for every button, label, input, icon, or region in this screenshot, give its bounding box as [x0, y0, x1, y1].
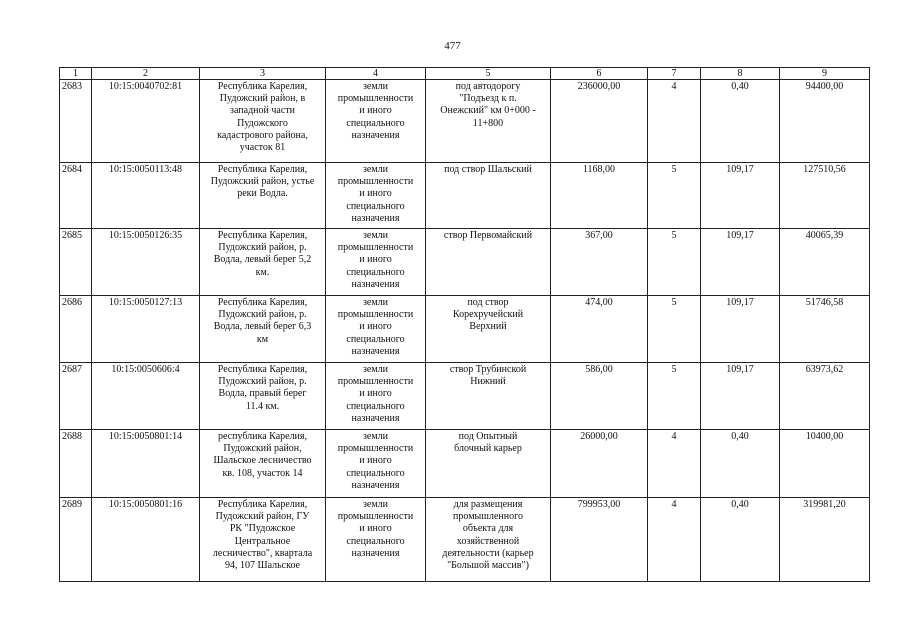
location-cell [200, 163, 326, 229]
amount-cell: 319981,20 [780, 498, 870, 582]
area-cell: 799953,00 [551, 498, 648, 582]
cadastral-number-cell: 10:15:0050606:4 [92, 363, 200, 430]
header-cell: 7 [648, 68, 701, 80]
purpose-text: для размещения промышленного объекта для хозяйственной деятельности (карьер "Большой массив") [442, 499, 534, 572]
purpose-text: створ Трубинской Нижний [449, 364, 527, 388]
column-7-cell: 5 [648, 296, 701, 363]
column-7-cell: 5 [648, 229, 701, 296]
cadastral-number-cell: 10:15:0050126:35 [92, 229, 200, 296]
land-category-cell [326, 296, 426, 363]
location-text: Республика Карелия, Пудожский район, ГУ РК "Пудожское Центральное лесничество", квартала 94, 107 Шальское [212, 499, 313, 572]
land-category-cell [326, 498, 426, 582]
rate-cell: 109,17 [701, 163, 780, 229]
header-cell: 6 [551, 68, 648, 80]
purpose-cell [426, 430, 551, 498]
header-cell: 2 [92, 68, 200, 80]
amount-cell: 51746,58 [780, 296, 870, 363]
page-number: 477 [444, 40, 461, 52]
table-row [60, 498, 870, 582]
column-7-cell: 4 [648, 430, 701, 498]
table-row [60, 80, 870, 163]
location-text: республика Карелия, Пудожский район, Шальское лесничество кв. 108, участок 14 [213, 431, 312, 479]
location-text: Республика Карелия, Пудожский район, р. Водла, левый берег 5,2 км. [213, 230, 312, 278]
cadastral-number-cell: 10:15:0050801:14 [92, 430, 200, 498]
land-category-text: земли промышленности и иного специального назначения [337, 81, 414, 141]
land-category-cell [326, 430, 426, 498]
purpose-cell [426, 363, 551, 430]
amount-cell: 10400,00 [780, 430, 870, 498]
land-category-text: земли промышленности и иного специального назначения [337, 499, 414, 559]
rate-cell: 0,40 [701, 430, 780, 498]
row-number-cell: 2689 [60, 498, 92, 582]
location-text: Республика Карелия, Пудожский район, р. Водла, левый берег 6,3 км [213, 297, 312, 345]
land-category-cell [326, 229, 426, 296]
column-7-cell: 4 [648, 80, 701, 163]
cadastral-number-cell: 10:15:0050127:13 [92, 296, 200, 363]
area-cell: 586,00 [551, 363, 648, 430]
cadastral-number-cell: 10:15:0040702:81 [92, 80, 200, 163]
purpose-text: под створ Корехручейский Верхний [452, 297, 524, 333]
land-category-text: земли промышленности и иного специального назначения [337, 230, 414, 290]
purpose-cell [426, 229, 551, 296]
amount-cell: 40065,39 [780, 229, 870, 296]
purpose-text: створ Первомайский [443, 230, 533, 241]
rate-cell: 109,17 [701, 296, 780, 363]
column-7-cell: 5 [648, 163, 701, 229]
area-cell: 474,00 [551, 296, 648, 363]
amount-cell: 94400,00 [780, 80, 870, 163]
amount-cell: 63973,62 [780, 363, 870, 430]
cadastral-number-cell: 10:15:0050801:16 [92, 498, 200, 582]
purpose-cell [426, 80, 551, 163]
purpose-cell [426, 296, 551, 363]
table-row [60, 163, 870, 229]
header-cell: 4 [326, 68, 426, 80]
area-cell: 236000,00 [551, 80, 648, 163]
header-cell: 3 [200, 68, 326, 80]
area-cell: 367,00 [551, 229, 648, 296]
column-7-cell: 4 [648, 498, 701, 582]
rate-cell: 0,40 [701, 80, 780, 163]
row-number-cell: 2684 [60, 163, 92, 229]
amount-cell: 127510,56 [780, 163, 870, 229]
purpose-cell [426, 163, 551, 229]
row-number-cell: 2688 [60, 430, 92, 498]
land-category-text: земли промышленности и иного специального назначения [337, 431, 414, 491]
row-number-cell: 2686 [60, 296, 92, 363]
location-text: Республика Карелия, Пудожский район, в западной части Пудожского кадастрового района, участок 81 [217, 81, 308, 154]
location-cell [200, 229, 326, 296]
header-cell: 9 [780, 68, 870, 80]
row-number-cell: 2685 [60, 229, 92, 296]
purpose-cell [426, 498, 551, 582]
land-category-text: земли промышленности и иного специального назначения [337, 364, 414, 424]
table-body [60, 68, 870, 582]
table-row [60, 296, 870, 363]
header-cell: 5 [426, 68, 551, 80]
rate-cell: 109,17 [701, 229, 780, 296]
land-category-cell [326, 80, 426, 163]
rate-cell: 109,17 [701, 363, 780, 430]
area-cell: 26000,00 [551, 430, 648, 498]
location-cell [200, 296, 326, 363]
table-row [60, 229, 870, 296]
location-cell [200, 363, 326, 430]
rate-cell: 0,40 [701, 498, 780, 582]
column-7-cell: 5 [648, 363, 701, 430]
row-number-cell: 2687 [60, 363, 92, 430]
location-text: Республика Карелия, Пудожский район, устье реки Водла. [210, 164, 315, 200]
land-category-cell [326, 363, 426, 430]
land-category-text: земли промышленности и иного специального назначения [337, 164, 414, 224]
land-category-cell [326, 163, 426, 229]
location-cell [200, 498, 326, 582]
header-row [60, 68, 870, 80]
location-text: Республика Карелия, Пудожский район, р. Водла, правый берег 11.4 км. [217, 364, 308, 412]
land-category-text: земли промышленности и иного специального назначения [337, 297, 414, 357]
land-registry-table [59, 67, 870, 582]
location-cell [200, 430, 326, 498]
table-row [60, 430, 870, 498]
cadastral-number-cell: 10:15:0050113:48 [92, 163, 200, 229]
area-cell: 1168,00 [551, 163, 648, 229]
row-number-cell: 2683 [60, 80, 92, 163]
table-row [60, 363, 870, 430]
purpose-text: под автодорогу "Подъезд к п. Онежский" км 0+000 - 11+800 [440, 81, 536, 129]
header-cell: 1 [60, 68, 92, 80]
purpose-text: под Опытный блочный карьер [454, 431, 522, 455]
header-cell: 8 [701, 68, 780, 80]
location-cell [200, 80, 326, 163]
purpose-text: под створ Шальский [444, 164, 532, 175]
